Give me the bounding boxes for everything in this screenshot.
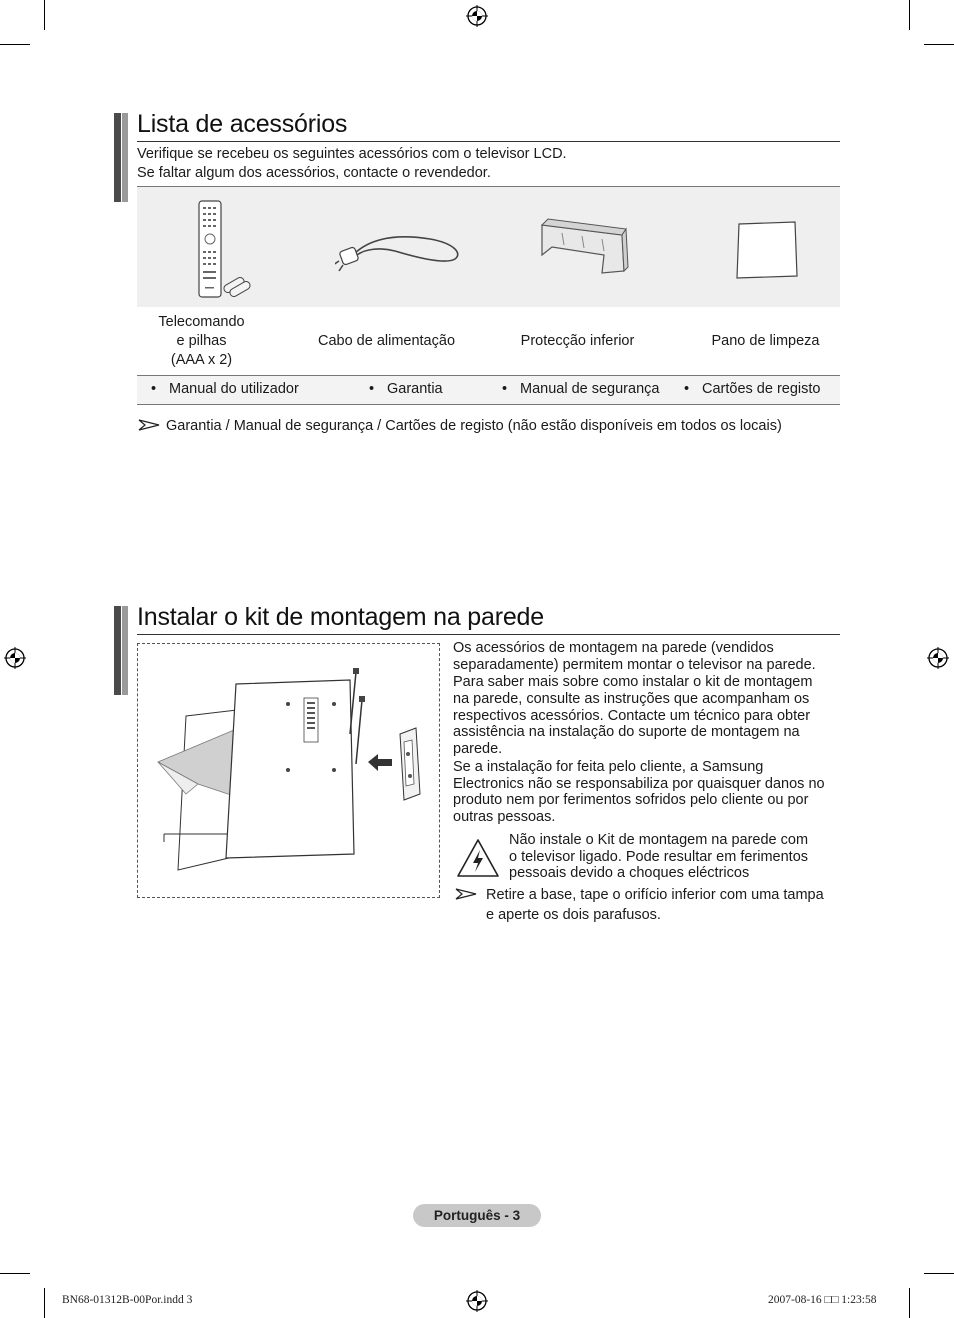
- crop-mark: [924, 44, 954, 45]
- registration-mark-icon: [466, 1290, 488, 1312]
- availability-note: Garantia / Manual de segurança / Cartões de registo (não estão disponíveis em todos os locais): [166, 418, 782, 434]
- crop-mark: [909, 1288, 910, 1318]
- note-arrow-icon: [138, 419, 160, 431]
- bottom-cover-icon: [532, 215, 632, 281]
- list-item: • Manual de segurança: [502, 381, 660, 397]
- cleaning-cloth-icon: [733, 220, 801, 280]
- remote-control-icon: [195, 199, 255, 299]
- wall-mount-illustration: [137, 643, 440, 898]
- document-list: [137, 376, 840, 404]
- accessory-image-row: [137, 187, 840, 307]
- crop-mark: [909, 0, 910, 30]
- list-item: • Manual do utilizador: [151, 381, 299, 397]
- power-cable-icon: [335, 225, 465, 275]
- wall-mount-diagram-icon: [138, 644, 439, 897]
- electric-shock-warning-icon: [456, 838, 500, 878]
- accessory-label-bottom-cover: Protecção inferior: [520, 333, 635, 349]
- crop-mark: [44, 0, 45, 30]
- note-arrow-icon: [455, 888, 477, 900]
- section-title-accessories: Lista de acessórios: [137, 110, 348, 138]
- crop-mark: [0, 1273, 30, 1274]
- list-item: • Garantia: [369, 381, 443, 397]
- page-number-badge: Português - 3: [413, 1204, 541, 1227]
- list-item: • Cartões de registo: [684, 381, 821, 397]
- footer-file-name: BN68-01312B-00Por.indd 3: [62, 1294, 193, 1306]
- registration-mark-icon: [466, 5, 488, 27]
- intro-line: Se faltar algum dos acessórios, contacte o revendedor.: [137, 165, 491, 181]
- section-bar: [114, 606, 128, 695]
- crop-mark: [44, 1288, 45, 1318]
- section-rule: [137, 141, 840, 142]
- accessory-label-power-cable: Cabo de alimentação: [317, 333, 456, 349]
- section-title-wall-mount: Instalar o kit de montagem na parede: [137, 603, 544, 631]
- table-rule: [137, 404, 840, 405]
- registration-mark-icon: [4, 647, 26, 669]
- section-bar: [114, 113, 128, 202]
- intro-line: Verifique se recebeu os seguintes acessórios com o televisor LCD.: [137, 146, 567, 162]
- crop-mark: [924, 1273, 954, 1274]
- section-rule: [137, 634, 840, 635]
- registration-mark-icon: [927, 647, 949, 669]
- crop-mark: [0, 44, 30, 45]
- accessory-label-remote: Telecomando e pilhas (AAA x 2): [158, 314, 245, 368]
- footer-timestamp: 2007-08-16 □□ 1:23:58: [768, 1294, 877, 1306]
- accessory-label-cloth: Pano de limpeza: [711, 333, 820, 349]
